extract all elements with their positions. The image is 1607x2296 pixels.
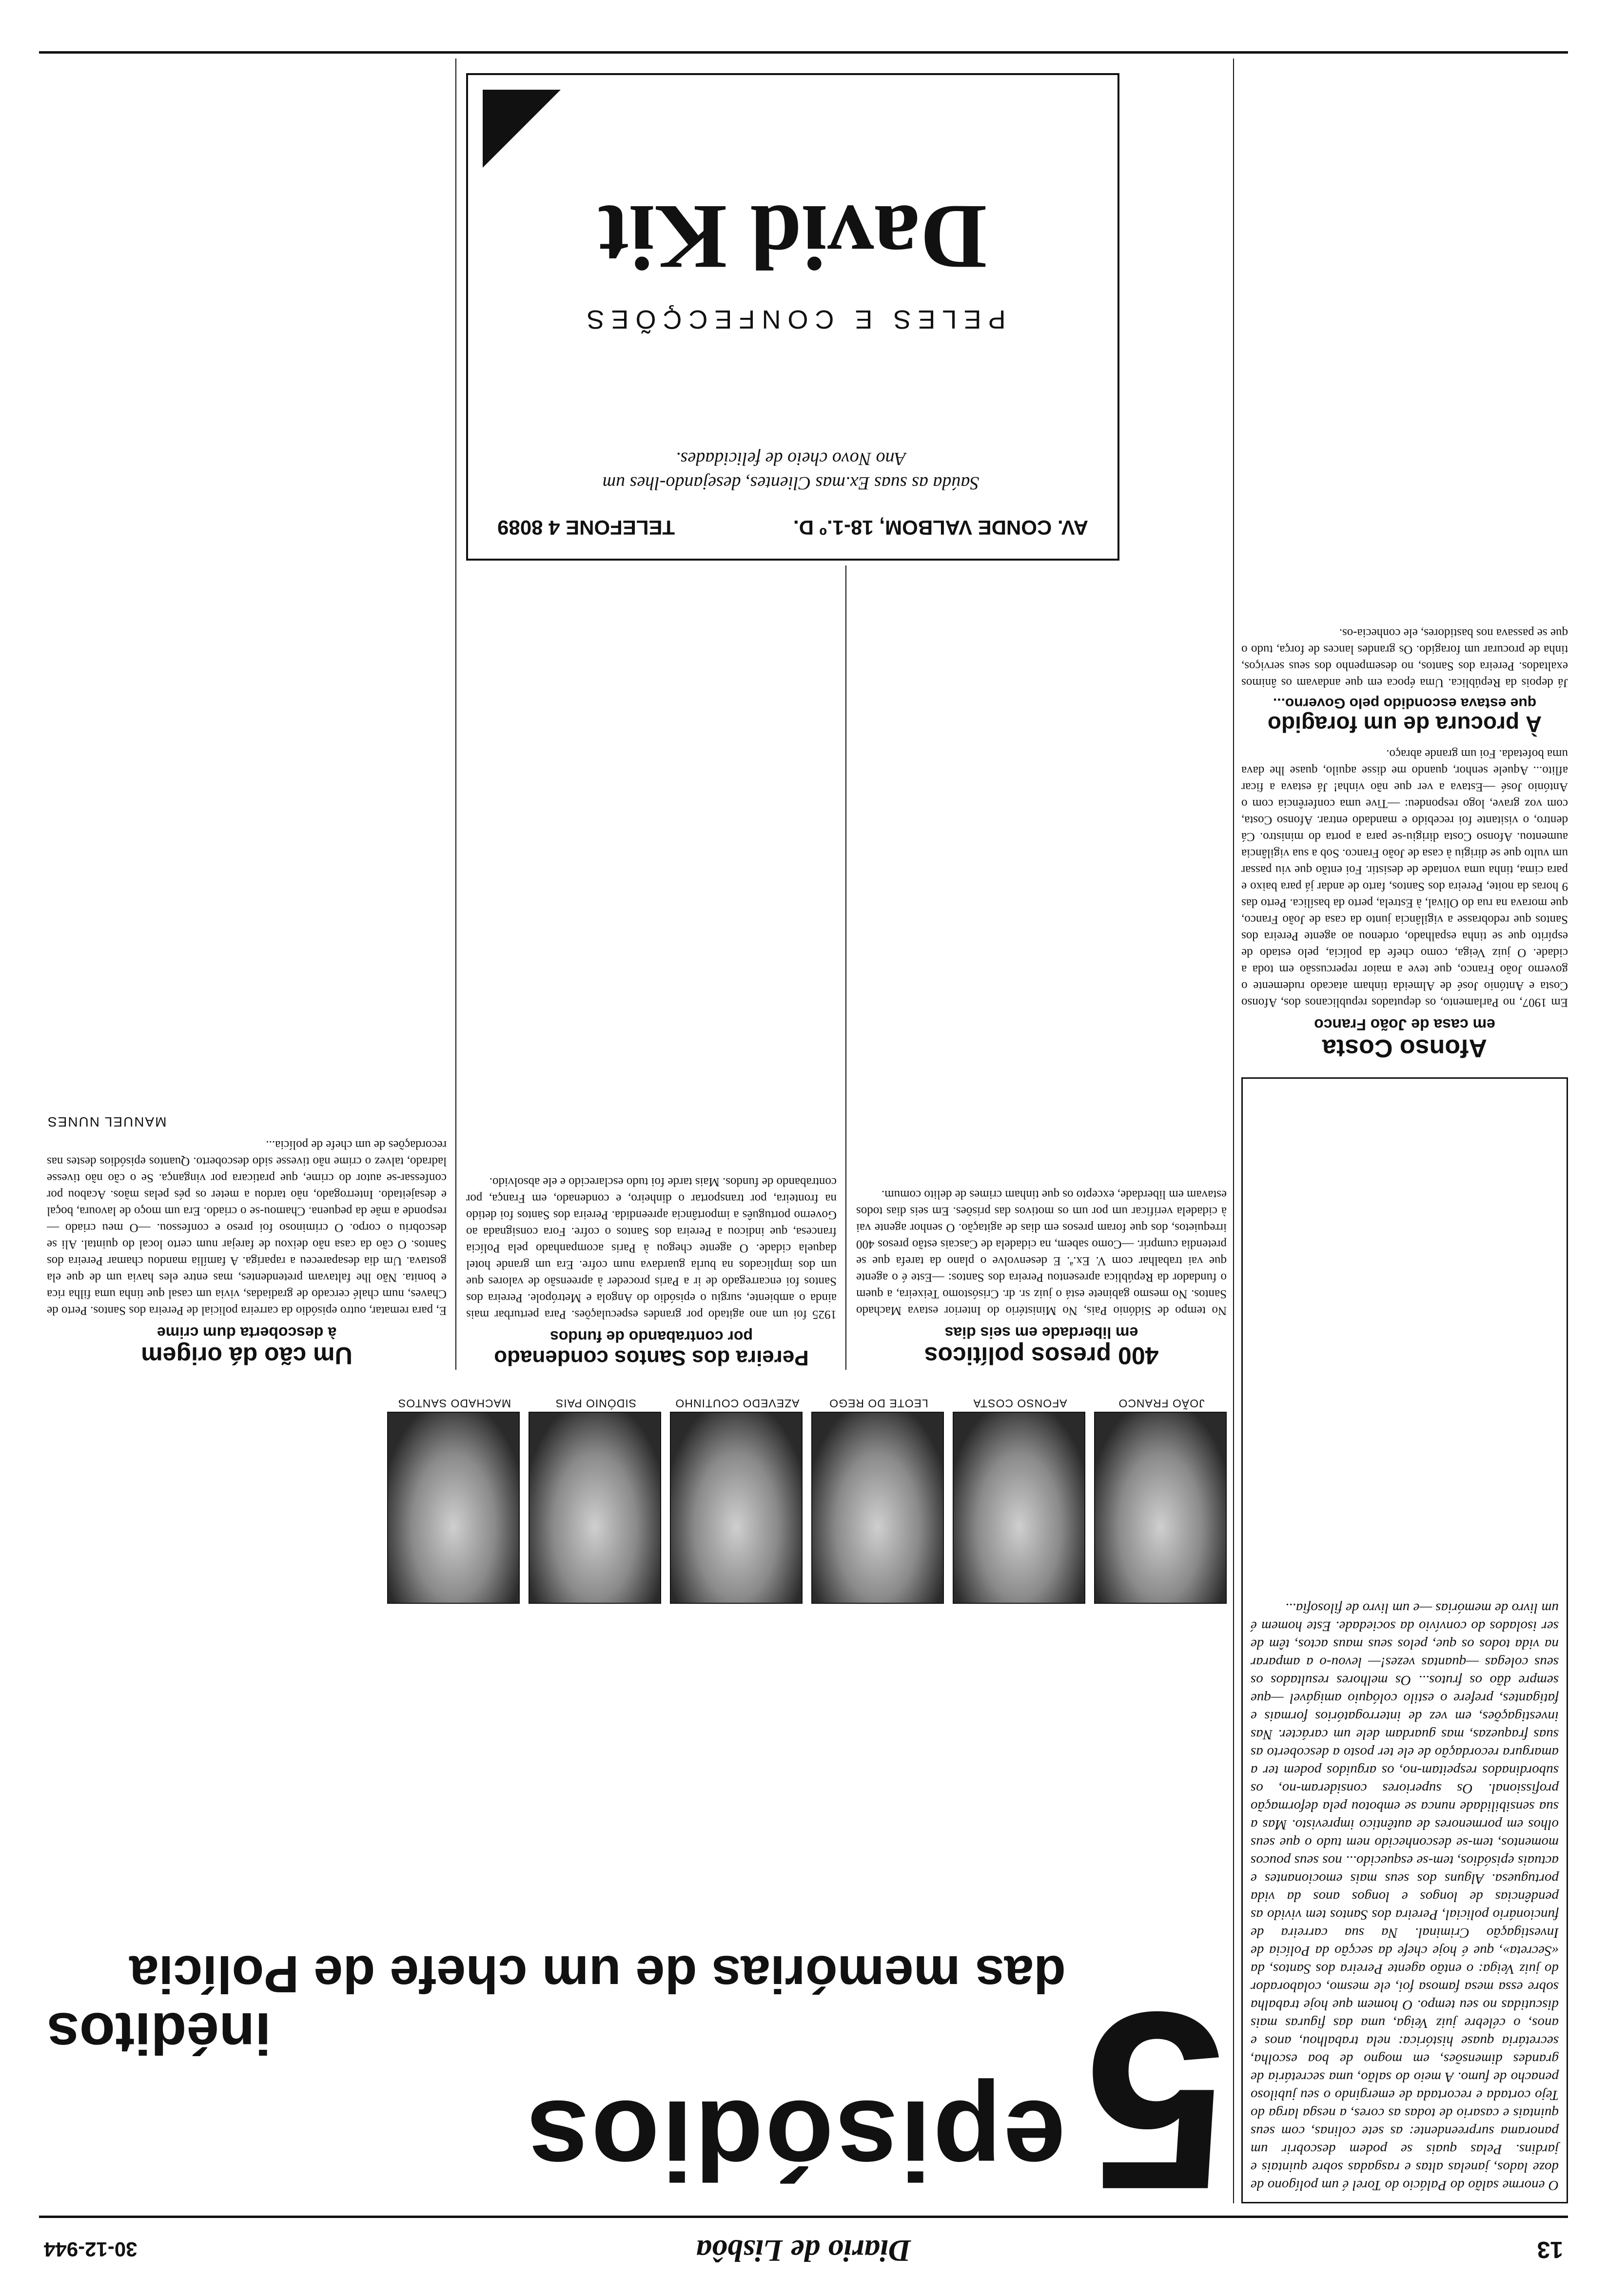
caption-sidonio-pais: SIDÓNIO PAIS [555,1397,637,1410]
pereira-text: 1925 foi um ano agitado por grandes especulações. Para perturbar mais ainda o ambiente, surgiu o episódio do Angola e Metrópole. Pereira dos Santos foi encarregado de ir a Paris proceder à apreensão de valores que um dos implicados na burla guardava num cofre. Era um grande hotel daquela cidade. O agente chegou à Paris acompanhado pela Polícia francesa, que indicou a Pereira dos Santos o cofre. Fora consignada ao Governo português a importância apreendida. Pereira dos Santos foi detido na fronteira, por transportar o dinheiro, e condenado, em França, por contrabando de fundos. Mais tarde foi tudo esclarecido e ele absolvido. [466,1175,837,1321]
afonso-costa-subtitle: em casa de João Franco [1314,1016,1495,1033]
presos-subtitle: em liberdade em seis dias [944,1324,1138,1342]
column-rule [845,565,846,1370]
cao-title: Um cão dá origem [141,1342,353,1369]
photo-joao-franco [1094,1412,1227,1604]
caption-joao-franco: JOÃO FRANCO [1118,1397,1205,1410]
headline-numeral: 5 [1085,1960,1227,2243]
headline-rest: das memórias de um chefe de Polícia [129,1945,1066,2004]
presos-title: 400 presos políticos [924,1342,1159,1369]
ad-address: AV. CONDE VALBOM, 18-1.º D. [793,516,1088,539]
presos-text: No tempo de Sidónio Pais, No Ministério do Interior estava Machado Santos. No mesmo gabinete está o juiz sr. dr. Crisóstomo Teixeira, a quem o fundador da República apresentou Pereira dos Santos: —Este é o agente que vai trabalhar com V. Ex.ª. E desenvolve o plano da tarefa que se pretendia cumprir. —Como sabem, na cidadela de Cascais estão presos 400 irrequietos, dos que foram presos em dias de agitação. O senhor agente vai à cidadela verificar um por um os motivos das prisões. Em seis dias todos estavam em liberdade, excepto os que tinham crimes de delito comum. [856,1188,1227,1317]
ad-phone: TELEFONE 4 8089 [497,516,675,539]
caption-machado-santos: MACHADO SANTOS [397,1397,511,1410]
foragido-text: Já depois da República. Uma época em que andavam os ânimos exaltados. Pereira dos Santos, no desempenho dos seus serviços, tinha de procurar um foragido. Os grandes lances de força, tudo o que se passava nos bastidores, ele conhecia-os. [1241,626,1568,689]
david-kit-ad [466,73,1119,561]
caption-azevedo-coutinho: AZEVEDO COUTINHO [675,1397,800,1410]
article-pereira [466,565,837,1370]
byline: MANUEL NUNES [47,1114,167,1129]
ad-tagline: PELES E CONFECÇÕES [580,305,1006,334]
pereira-subtitle: por contrabando de fundos [550,1328,753,1345]
ad-corner-fold-icon [478,85,566,173]
column-rule [1233,58,1234,2203]
foragido-title: À procura de um foragido [1267,712,1542,737]
newspaper-title: Diario de Lisbôa [696,2234,911,2268]
caption-leote-do-rego: LEOTE DO REGO [829,1397,928,1410]
article-cao [47,58,447,1370]
bottom-rule [39,51,1568,54]
masthead [39,2224,1568,2273]
photo-machado-santos [387,1412,520,1604]
photo-leote-do-rego [811,1412,944,1604]
afonso-costa-text: Em 1907, no Parlamento, os deputados republicanos dos, Afonso Costa e António José de Almeida tinham atacado rudemente o governo João Franco, que teve a maior repercussão em toda a cidade. O juiz Veiga, como chefe da polícia, pelo estado de espírito que se tinha espalhado, ordenou ao agente Pereira dos Santos que redobrasse a vigilância junto da casa de João Franco, que morava na rua do Olival, à Estrela, perto da basílica. Perto das 9 horas da noite, Pereira dos Santos, farto de andar já para baixo e para cima, tinha uma vontade de desistir. Foi então que viu passar um vulto que se dirigiu à casa de João Franco. Sob a sua vigilância aumentou. Afonso Costa dirigiu-se para a porta do ministro. Cá dentro, o visitante foi recebido e mandado entrar. Afonso Costa, com voz grave, logo respondeu: —Tive uma conferência com o António José —Estava a ver que não vinha! Já estava a ficar aflito... Aquele senhor, quando me disse aquilo, quase lhe dava uma bofetada. Foi um grande abraço. [1241,747,1568,1009]
foragido-subtitle: que estava escondido pelo Governo... [1273,695,1537,711]
intro-text: O enorme salão do Palácio do Torel é um polígono de doze lados, janelas altas e rasgadas sobre quintais e jardins. Pelas quais se podem descobrir um panorama surpreendente: as sete colinas, com seus quintais e casario de todas as cores, a nesga larga do Tejo cortada e recortada de emergindo o seu jubiloso penacho de fumo. A meio do salão, uma secretária de grandes dimensões, em mogno de boa escolha, secretária quase histórica: nela trabalhou, anos e anos, o célebre juiz Veiga, uma das figuras mais discutidas no seu tempo. O homem que hoje trabalha sobre essa mesa famosa foi, ele mesmo, colaborador do juiz Veiga: o então agente Pereira dos Santos, da «Secreta», que é hoje chefe da secção da Polícia de Investigação Criminal. Na sua carreira de funcionário policial, Pereira dos Santos tem vivido as pendências de longos e longos anos da vida portuguesa. Alguns dos seus mais emocionantes e actuais episódios, tem-se esquecido... nos seus poucos momentos, tem-se desconhecido nem tudo o que seus olhos em pormenores de autêntico imprevisto. Mas a sua sensibilidade nunca se embotou pela deformação profissional. Os superiores consideram-no, os subordinados respeitam-no, os arguidos podem ter a amargura recordação de ele ter posto a descoberto as suas fraquezas, mas guardam dele um carácter. Nas investigações, em vez de interrogatórios formais e fatigantes, prefere o estilo colóquio amigável —que sempre dão os frutos... Os melhores resultados os seus colegas —quantas vezes!— levou-o a amparar na vida todos os que, pelos seus maus actos, têm de ser isolados do convívio da sociedade. Este homem é um livro de memórias —e um livro de filosofia... [1251,1600,1559,2193]
caption-afonso-costa: AFONSO COSTA [973,1397,1067,1410]
afonso-costa-title: Afonso Costa [1322,1034,1487,1062]
ad-brand: David Kit [598,186,987,288]
page-date: 30-12-944 [44,2238,137,2261]
headline-word: episódios [525,2078,1066,2203]
ad-greeting: Saúda as suas Ex.mas Clientes, desejando-lhes um Ano Novo cheio de felicidades. [602,448,980,493]
photo-strip [47,1384,1227,1604]
cao-subtitle: à descoberta dum crime [157,1324,337,1342]
photo-sidonio-pais [529,1412,661,1604]
headline [46,1945,1227,2243]
article-afonso-costa [1241,58,1568,1063]
headline-qualifier: inéditos [46,2001,271,2066]
masthead-rule [39,2216,1568,2218]
intro-box [1241,1077,1568,2203]
page-number: 13 [1537,2237,1563,2262]
cao-text: E, para rematar, outro episódio da carreira policial de Pereira dos Santos. Perto de Chaves, num chalé cercado de gradiadas, vivia um casal que tinha uma filha rica e bonita. Não lhe faltavam pretendentes, mas entre eles havia um de que ela gostava. Um dia desapareceu a rapariga. A família mandou chamar Pereira dos Santos. O cão da casa não deixou de farejar num certo local do quintal. Ali se descobriu o corpo. O criminoso foi preso e confessou. —O meu criado —responde a mãe da pequena. Chamou-se o criado. Era um moço de lavoura, boçal e desajeitado. Interrogado, não tardou a meter os pés pelas mãos. Acabou por confessar-se autor do crime, que praticara por vingança. Se o cão não tivesse ladrado, talvez o crime não tivesse sido descoberto. Quantos episódios destes nas recordações de um chefe de polícia... [47,1138,447,1317]
column-rule [455,58,456,1370]
pereira-title: Pereira dos Santos condenado [494,1346,809,1370]
photo-afonso-costa [953,1412,1085,1604]
article-presos [856,565,1227,1370]
photo-azevedo-coutinho [670,1412,803,1604]
